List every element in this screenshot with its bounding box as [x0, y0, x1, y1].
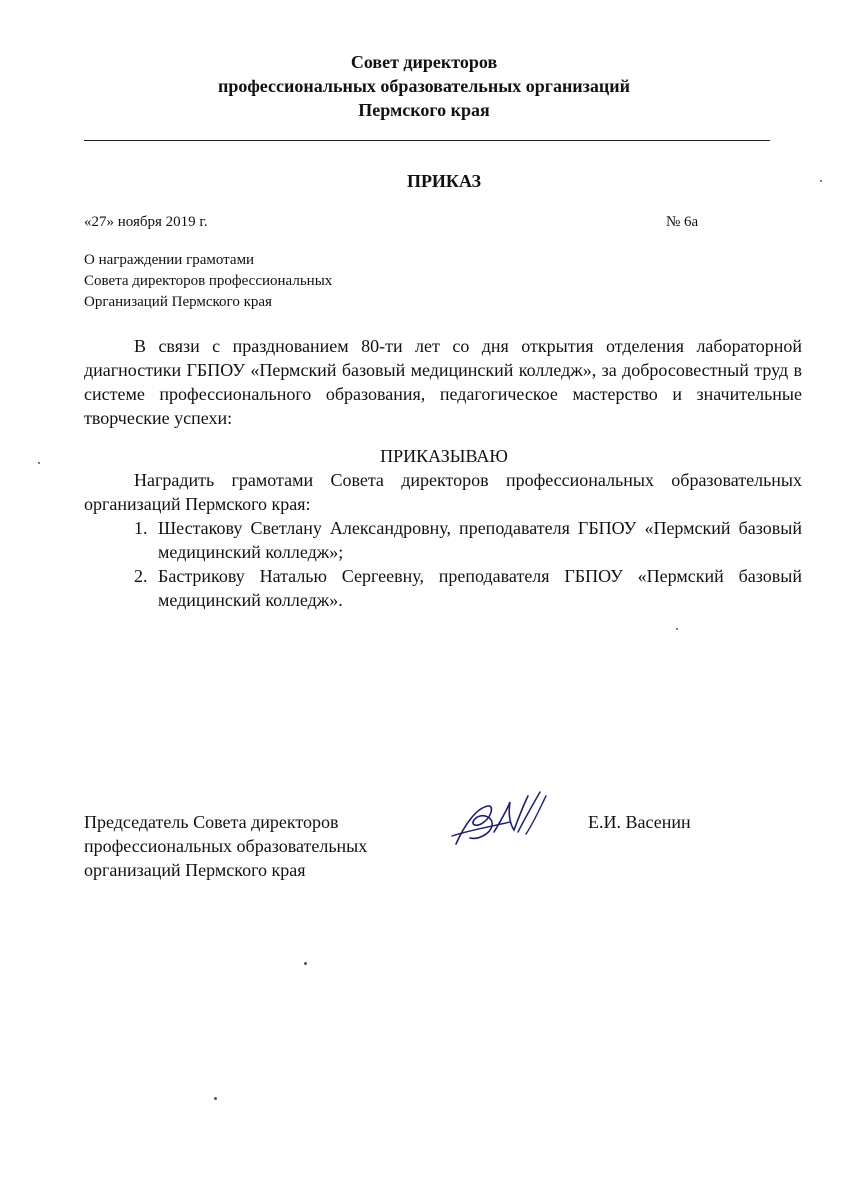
scan-speck — [214, 1097, 217, 1100]
subject-line: О награждении грамотами — [84, 252, 255, 268]
organization-header — [0, 50, 848, 122]
order-heading: ПРИКАЗЫВАЮ — [380, 446, 508, 466]
header-line: профессиональных образовательных организаций — [217, 76, 631, 96]
header-divider — [84, 140, 770, 141]
list-item-number: 2. — [134, 566, 148, 586]
list-item-number: 1. — [134, 518, 148, 538]
position-line: профессиональных образовательных — [84, 836, 368, 856]
award-paragraph: Наградить грамотами Совета директоров профессиональных образовательных организаций Пермского края: — [84, 470, 802, 514]
awardee-list — [84, 516, 802, 612]
signatory-position — [84, 810, 367, 882]
list-item-text: Бастрикову Наталью Сергеевну, преподавателя ГБПОУ «Пермский базовый медицинский колледж». — [158, 566, 802, 610]
signatory-name: Е.И. Васенин — [588, 812, 691, 832]
handwritten-signature — [448, 786, 558, 856]
position-line: Председатель Совета директоров — [84, 812, 339, 832]
scan-speck — [304, 962, 307, 965]
document-number: № 6а — [666, 214, 699, 230]
document-subject — [84, 250, 332, 313]
position-line: организаций Пермского края — [84, 860, 306, 880]
list-item — [84, 564, 802, 612]
subject-line: Совета директоров профессиональных — [84, 273, 333, 289]
list-item — [84, 516, 802, 564]
list-item-text: Шестакову Светлану Александровну, преподавателя ГБПОУ «Пермский базовый медицинский колледж»; — [158, 518, 802, 562]
header-line: Пермского края — [358, 100, 490, 120]
scan-speck — [676, 628, 678, 630]
scan-speck — [820, 180, 822, 182]
document-date: «27» ноября 2019 г. — [84, 214, 208, 230]
scan-speck — [38, 462, 40, 464]
header-line: Совет директоров — [350, 52, 498, 72]
document-title: ПРИКАЗ — [406, 171, 482, 191]
subject-line: Организаций Пермского края — [84, 294, 272, 310]
intro-paragraph: В связи с празднованием 80-ти лет со дня открытия отделения лабораторной диагностики ГБПОУ «Пермский базовый медицинский колледж», за добросовестный труд в системе профессионального образования, педагогическое мастерство и значительные творческие успехи: — [84, 336, 802, 428]
